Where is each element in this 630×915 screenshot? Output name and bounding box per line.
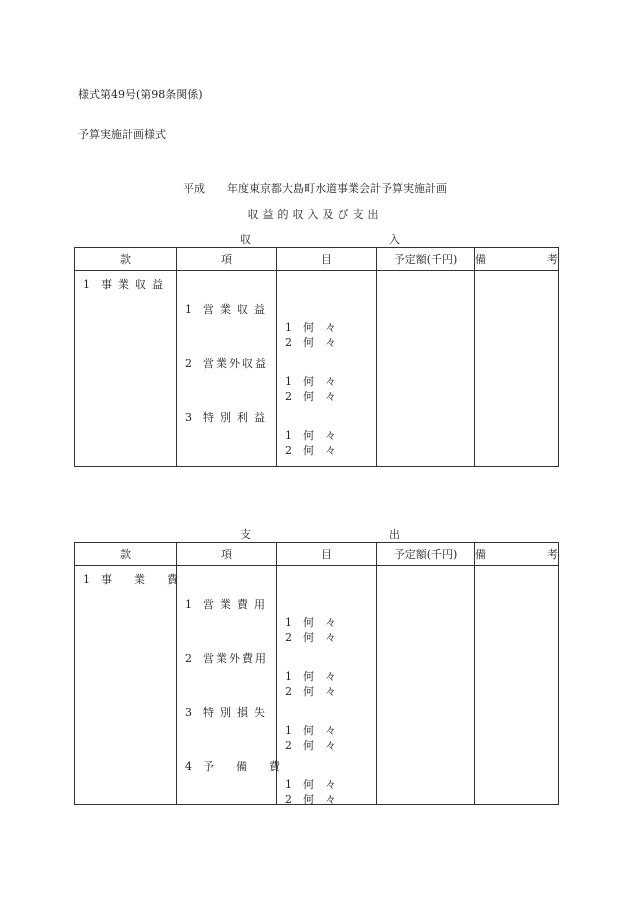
expense-amount-cell[interactable] bbox=[377, 566, 475, 805]
header-moku: 目 bbox=[277, 543, 377, 566]
income-kou-item: 1 営業収益 bbox=[185, 303, 271, 316]
plan-subtitle: 収益的収入及び支出 bbox=[247, 208, 383, 221]
expense-kou-cell bbox=[177, 566, 280, 805]
expense-moku-item: 1 何 々 bbox=[285, 778, 336, 791]
income-table bbox=[74, 247, 559, 467]
expense-remarks-cell[interactable] bbox=[475, 566, 559, 805]
expense-kou-item: 1 営業費用 bbox=[185, 598, 271, 611]
expense-table bbox=[74, 542, 559, 805]
header-kou: 項 bbox=[177, 248, 277, 271]
expense-moku-item: 2 何 々 bbox=[285, 793, 336, 806]
income-moku-item: 2 何 々 bbox=[285, 390, 336, 403]
income-moku-item: 1 何 々 bbox=[285, 429, 336, 442]
header-kan: 款 bbox=[75, 543, 177, 566]
header-amount: 予定額(千円) bbox=[377, 248, 475, 271]
income-kou-item: 3 特別利益 bbox=[185, 411, 271, 424]
income-kou-cell bbox=[177, 271, 277, 467]
income-kou-item: 2 営業外収益 bbox=[185, 357, 268, 370]
income-moku-item: 2 何 々 bbox=[285, 336, 336, 349]
header-kan: 款 bbox=[75, 248, 177, 271]
income-kan-item: 1 事業収益 bbox=[83, 278, 169, 291]
header-kou: 項 bbox=[177, 543, 277, 566]
header-remarks: 備 考 bbox=[475, 248, 559, 271]
expense-moku-cell bbox=[277, 566, 377, 805]
expense-title-char-2: 出 bbox=[389, 528, 400, 541]
expense-moku-item: 1 何 々 bbox=[285, 724, 336, 737]
income-remarks-cell[interactable] bbox=[475, 271, 559, 467]
expense-kou-item: 4 予 備 費 bbox=[185, 760, 280, 773]
header-moku: 目 bbox=[277, 248, 377, 271]
header-amount: 予定額(千円) bbox=[377, 543, 475, 566]
expense-kan-item: 1 事 業 費 bbox=[83, 573, 178, 586]
plan-title: 平成 年度東京都大島町水道事業会計予算実施計画 bbox=[183, 182, 447, 195]
expense-kou-item: 3 特別損失 bbox=[185, 706, 271, 719]
header-remarks: 備 考 bbox=[475, 543, 559, 566]
income-kan-cell bbox=[75, 271, 177, 467]
income-title-char-1: 収 bbox=[240, 233, 251, 246]
expense-section-title bbox=[240, 526, 400, 542]
form-number: 様式第49号(第98条関係) bbox=[78, 88, 203, 101]
expense-moku-item: 2 何 々 bbox=[285, 685, 336, 698]
expense-moku-item: 2 何 々 bbox=[285, 631, 336, 644]
income-section-title bbox=[240, 231, 400, 247]
income-title-char-2: 入 bbox=[389, 233, 400, 246]
expense-kan-cell bbox=[75, 566, 177, 805]
income-moku-cell bbox=[277, 271, 377, 467]
expense-title-char-1: 支 bbox=[240, 528, 251, 541]
income-moku-item: 1 何 々 bbox=[285, 321, 336, 334]
document-title: 予算実施計画様式 bbox=[78, 128, 166, 141]
expense-moku-item: 1 何 々 bbox=[285, 616, 336, 629]
expense-moku-item: 2 何 々 bbox=[285, 739, 336, 752]
expense-kou-item: 2 営業外費用 bbox=[185, 652, 268, 665]
income-amount-cell[interactable] bbox=[377, 271, 475, 467]
income-moku-item: 1 何 々 bbox=[285, 375, 336, 388]
expense-moku-item: 1 何 々 bbox=[285, 670, 336, 683]
income-moku-item: 2 何 々 bbox=[285, 444, 336, 457]
